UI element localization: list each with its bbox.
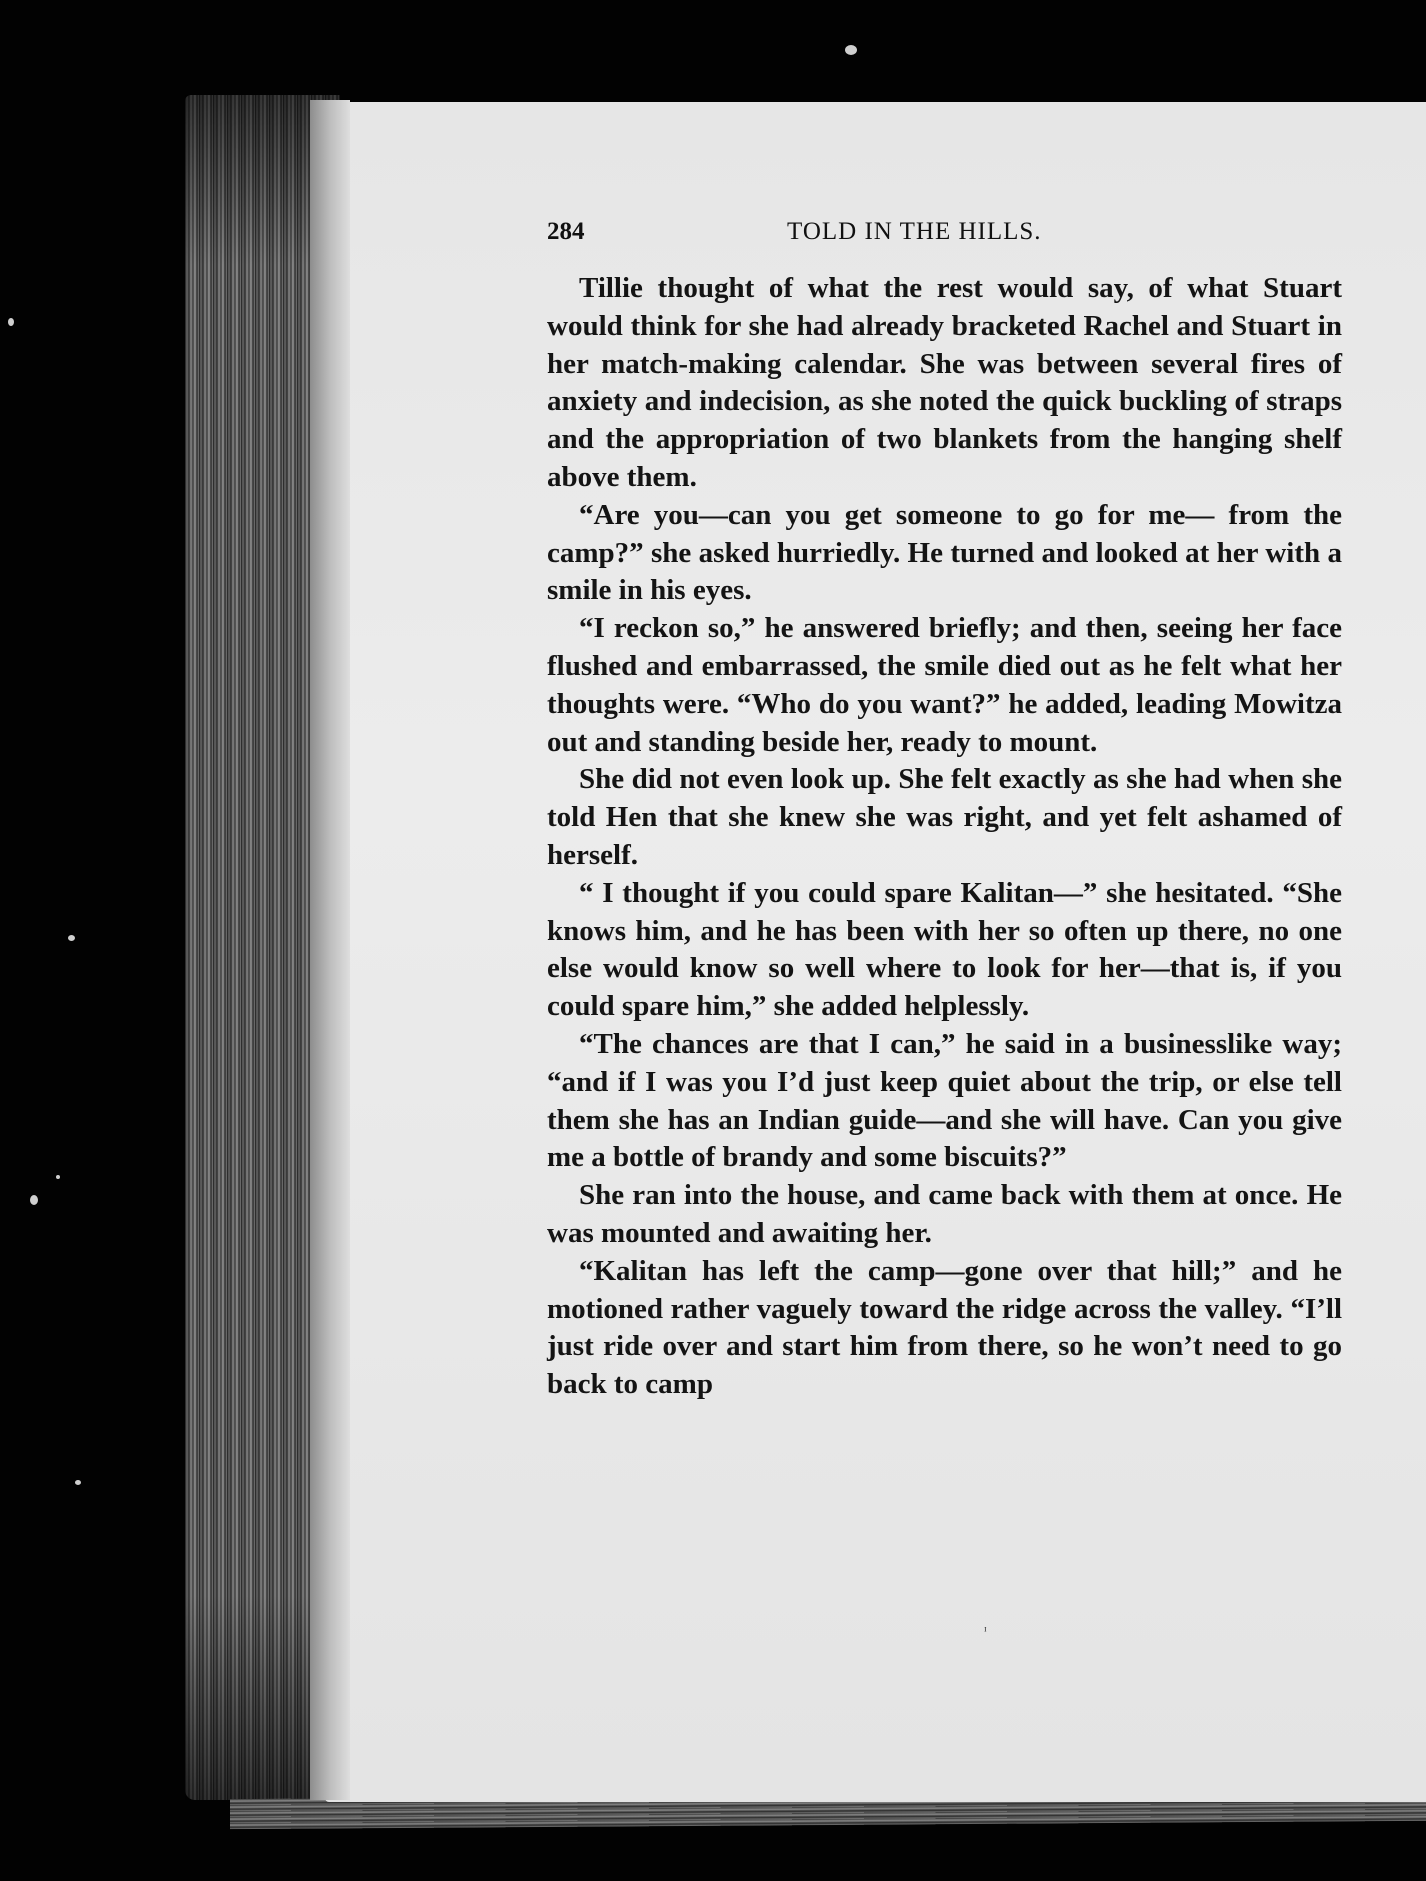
paragraph: “Kalitan has left the camp—gone over that hill;” and he motioned rather vaguely toward the ridge across the valley. “I’ll just ride over and start him from there, so he won’t need to go back to camp (547, 1254, 1342, 1401)
paragraph: Tillie thought of what the rest would say, of what Stuart would think for she had already bracketed Rachel and Stuart in her match-making calendar. She was between several fires of anxiety and indecision, as she noted the quick buckling of straps and the appropriation of two blankets from the hanging shelf above them. (547, 272, 1342, 493)
paragraph: “Are you—can you get someone to go for me— from the camp?” she asked hurriedly. He turned and looked at her with a smile in his eyes. (547, 498, 1342, 607)
dust-speck (75, 1480, 81, 1485)
running-head: TOLD IN THE HILLS. (787, 218, 1042, 245)
page-header (547, 218, 1127, 252)
dust-speck (30, 1195, 38, 1205)
dust-speck (8, 318, 14, 326)
body-text (547, 270, 1342, 1404)
paragraph: “The chances are that I can,” he said in a businesslike way; “and if I was you I’d just keep quiet about the trip, or else tell them she has an Indian guide—and she will have. Can you give me a bottle of brandy and some biscuits?” (547, 1027, 1342, 1174)
dust-speck (56, 1175, 60, 1179)
paragraph: She did not even look up. She felt exactly as she had when she told Hen that she knew she was right, and yet felt ashamed of herself. (547, 763, 1342, 871)
page-number: 284 (547, 218, 585, 245)
paragraph: “ I thought if you could spare Kalitan—” she hesitated. “She knows him, and he has been with her so often up there, no one else would know so well where to look for her—that is, if you could spare him,” she added helplessly. (547, 876, 1342, 1023)
paragraph: “I reckon so,” he answered briefly; and then, seeing her face flushed and embarrassed, the smile died out as he felt what her thoughts were. “Who do you want?” he added, leading Mowitza out and standing beside her, ready to mount. (547, 612, 1342, 758)
ink-fleck: ᶦ (984, 1623, 987, 1640)
gutter-shadow (310, 100, 350, 1800)
paragraph: She ran into the house, and came back with them at once. He was mounted and awaiting her. (547, 1179, 1342, 1249)
dust-speck (845, 45, 857, 55)
dust-speck (68, 935, 75, 941)
